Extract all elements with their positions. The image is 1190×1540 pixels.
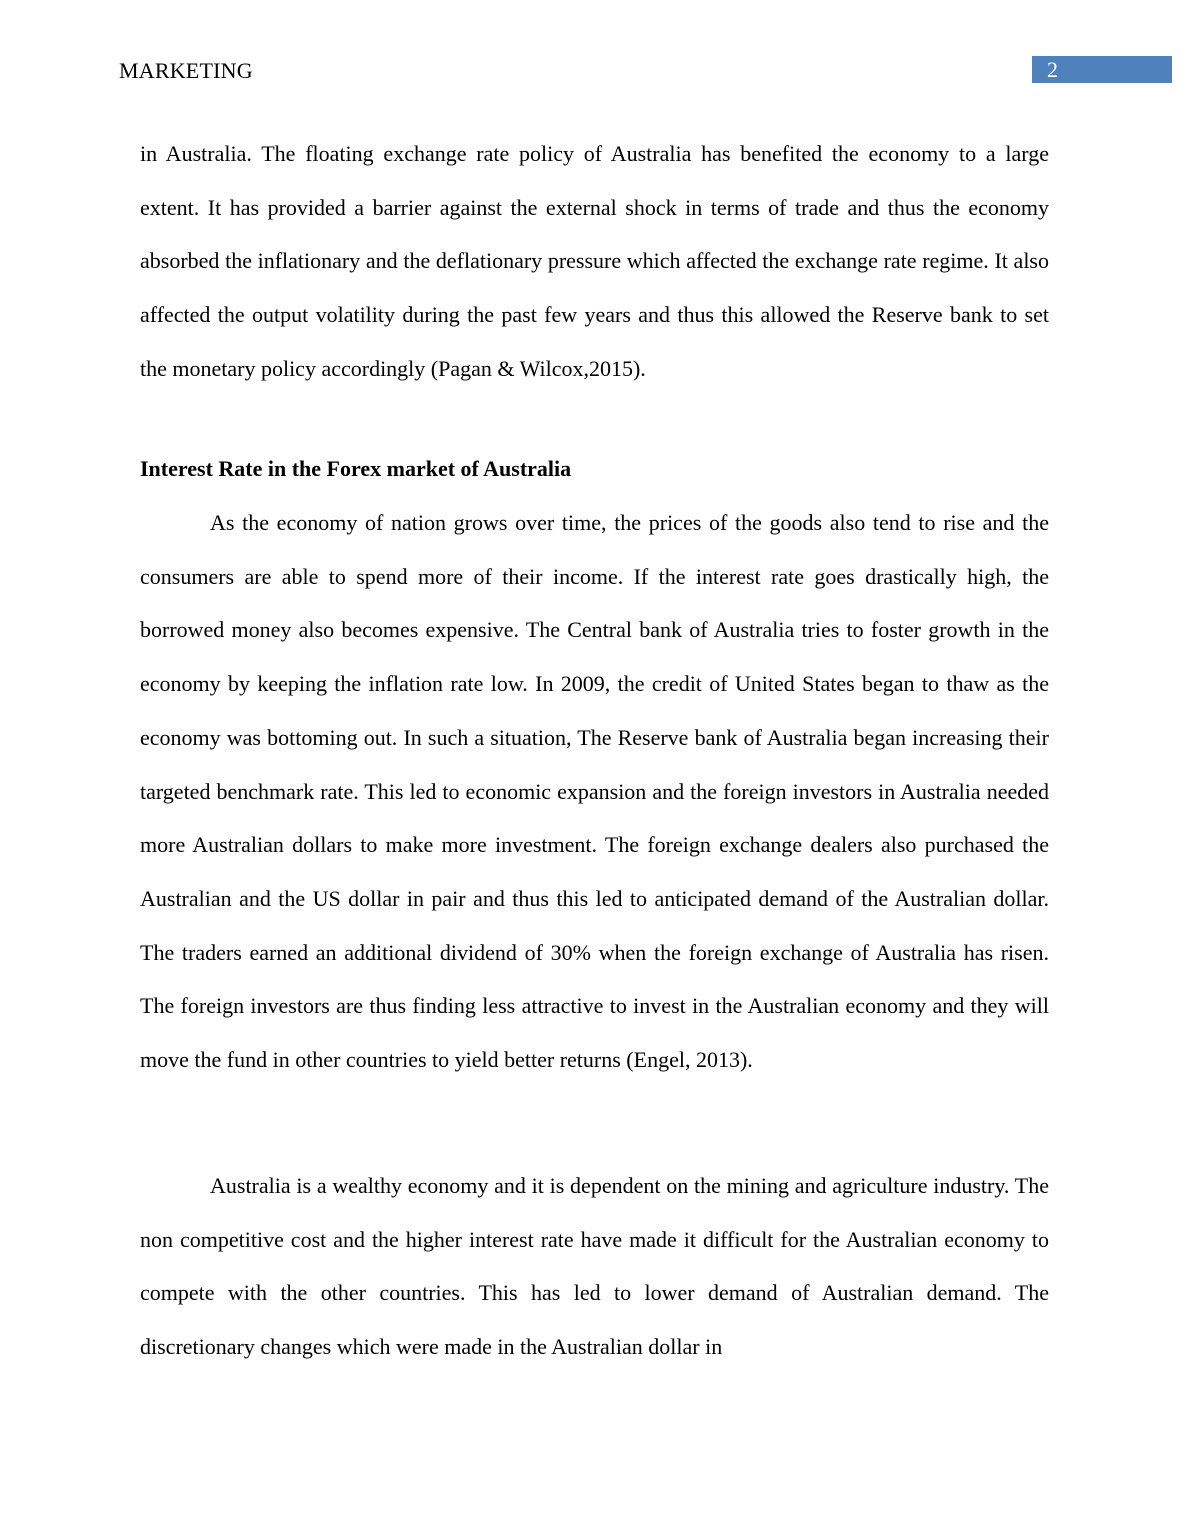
- page-number: 2: [1047, 57, 1058, 82]
- section-heading: Interest Rate in the Forex market of Australia: [140, 456, 572, 481]
- page-number-box: [1032, 56, 1172, 83]
- paragraph-1: in Australia. The floating exchange rate policy of Australia has benefited the economy to a large extent. It has provided a barrier against the external shock in terms of trade and thus the economy absorbed the inflationary and the deflationary pressure which affected the exchange rate regime. It also affected the output volatility during the past few years and thus this allowed the Reserve bank to set the monetary policy accordingly (Pagan & Wilcox,2015).: [140, 141, 1049, 381]
- paragraph-3: Australia is a wealthy economy and it is dependent on the mining and agriculture industry. The non competitive cost and the higher interest rate have made it difficult for the Australian economy to compete with the other countries. This has led to lower demand of Australian demand. The discretionary changes which were made in the Australian dollar in: [140, 1173, 1049, 1360]
- running-head: MARKETING: [119, 58, 253, 83]
- paragraph-2: As the economy of nation grows over time, the prices of the goods also tend to rise and the consumers are able to spend more of their income. If the interest rate goes drastically high, the borrowed money also becomes expensive. The Central bank of Australia tries to foster growth in the economy by keeping the inflation rate low. In 2009, the credit of United States began to thaw as the economy was bottoming out. In such a situation, The Reserve bank of Australia began increasing their targeted benchmark rate. This led to economic expansion and the foreign investors in Australia needed more Australian dollars to make more investment. The foreign exchange dealers also purchased the Australian and the US dollar in pair and thus this led to anticipated demand of the Australian dollar. The traders earned an additional dividend of 30% when the foreign exchange of Australia has risen. The foreign investors are thus finding less attractive to invest in the Australian economy and they will move the fund in other countries to yield better returns (Engel, 2013).: [140, 510, 1049, 1073]
